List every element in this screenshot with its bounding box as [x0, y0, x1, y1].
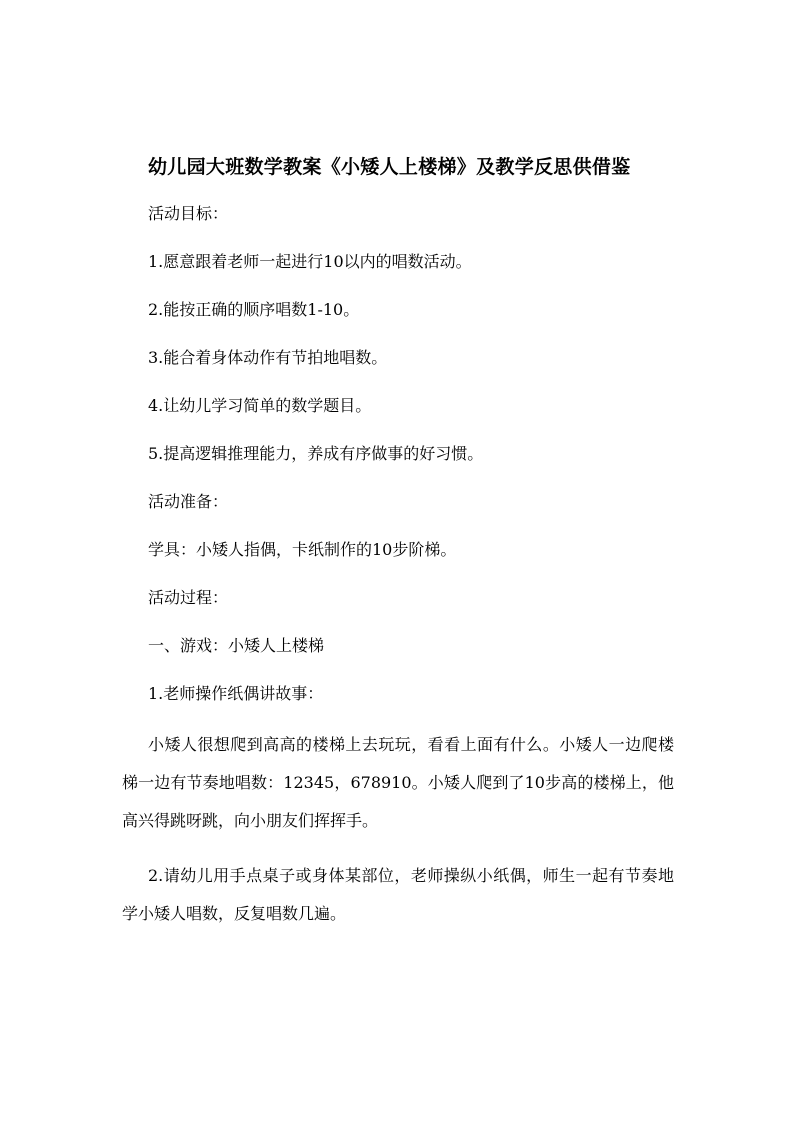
- goals-heading: 活动目标：: [148, 204, 229, 223]
- process-heading: 活动过程：: [148, 588, 229, 607]
- step-one: 1.老师操作纸偶讲故事：: [148, 684, 324, 703]
- goal-item-5: 5.提高逻辑推理能力，养成有序做事的好习惯。: [148, 444, 484, 463]
- prep-heading: 活动准备：: [148, 492, 229, 511]
- step-two-paragraph: 2.请幼儿用手点桌子或身体某部位，老师操纵小纸偶，师生一起有节奏地学小矮人唱数，反复唱数几遍。: [122, 866, 674, 923]
- section-one-heading: 一、游戏：小矮人上楼梯: [148, 636, 325, 655]
- prep-item: 学具：小矮人指偶，卡纸制作的10步阶梯。: [148, 540, 457, 559]
- goal-item-3: 3.能合着身体动作有节拍地唱数。: [148, 348, 388, 367]
- goal-item-4: 4.让幼儿学习简单的数学题目。: [148, 396, 372, 415]
- goal-item-2: 2.能按正确的顺序唱数1-10。: [148, 300, 360, 319]
- document-title: 幼儿园大班数学教案《小矮人上楼梯》及教学反思供借鉴: [148, 156, 631, 178]
- goal-item-1: 1.愿意跟着老师一起进行10以内的唱数活动。: [148, 252, 472, 271]
- story-paragraph: 小矮人很想爬到高高的楼梯上去玩玩，看看上面有什么。小矮人一边爬楼梯一边有节奏地唱数：12345，678910。小矮人爬到了10步高的楼梯上，他高兴得跳呀跳，向小朋友们挥挥手。: [122, 735, 674, 830]
